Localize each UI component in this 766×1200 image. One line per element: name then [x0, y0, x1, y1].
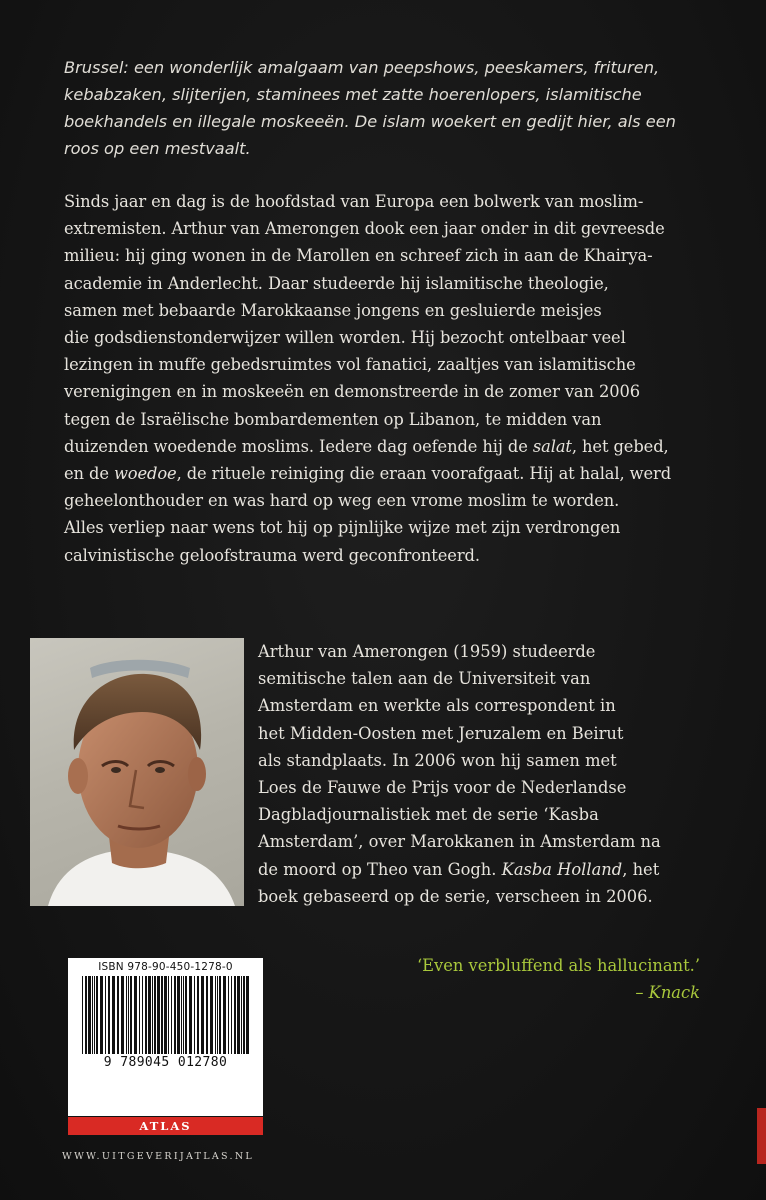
emphasis-woedoe: woedoe	[113, 464, 177, 484]
intro-line: roos op een mestvaalt.	[64, 139, 251, 158]
press-quote	[410, 952, 700, 1006]
text-run: de moord op Theo van Gogh.	[258, 859, 502, 879]
text-run: , het	[622, 859, 660, 879]
description-line: samen met bebaarde Marokkaanse jongens en gesluierde meisjes	[64, 300, 602, 320]
bio-line: boek gebaseerd op de serie, verscheen in 2006.	[258, 886, 653, 906]
bio-line: Arthur van Amerongen (1959) studeerde	[258, 642, 596, 661]
quote-text: ‘Even verbluffend als hallucinant.’	[416, 956, 700, 975]
text-run: duizenden woedende moslims. Iedere dag oefende hij de	[64, 436, 533, 456]
publisher-logo: ATLAS	[68, 1117, 263, 1135]
description-line: Alles verliep naar wens tot hij op pijnlijke wijze met zijn verdrongen	[64, 518, 621, 538]
description-line: milieu: hij ging wonen in de Marollen en schreef zich in aan de Khairya-	[64, 246, 653, 266]
quote-source	[410, 979, 700, 1006]
book-title-kasba-holland: Kasba Holland	[501, 859, 623, 879]
description-line	[64, 460, 734, 487]
description-line: calvinistische geloofstrauma werd geconfronteerd.	[64, 545, 480, 565]
barcode-digits: 9 789045 012780	[103, 1055, 228, 1070]
description-paragraph	[64, 188, 734, 569]
quote-dash: –	[635, 983, 649, 1002]
barcode-icon	[68, 958, 263, 1116]
description-line: tegen de Israëlische bombardementen op Libanon, te midden van	[64, 409, 602, 429]
intro-line: Brussel: een wonderlijk amalgaam van peepshows, peeskamers, frituren,	[64, 58, 660, 77]
bio-line	[258, 856, 728, 883]
text-run: en de	[64, 464, 114, 484]
text-run: , het gebed,	[571, 436, 669, 456]
spine-edge-mark	[757, 1108, 766, 1164]
bio-line: Amsterdam’, over Marokkanen in Amsterdam na	[258, 832, 661, 852]
description-line	[64, 433, 734, 460]
description-line: extremisten. Arthur van Amerongen dook een jaar onder in dit gevreesde	[64, 219, 665, 239]
quote-source-name: Knack	[648, 983, 700, 1002]
intro-line: kebabzaken, slijterijen, staminees met zatte hoerenlopers, islamitische	[64, 85, 642, 104]
text-run: , de rituele reiniging die eraan voorafgaat. Hij at halal, werd	[176, 464, 672, 484]
author-photo	[30, 638, 244, 906]
emphasis-salat: salat	[532, 436, 572, 456]
description-line: Sinds jaar en dag is de hoofdstad van Europa een bolwerk van moslim-	[64, 192, 644, 211]
bio-line: Amsterdam en werkte als correspondent in	[258, 696, 616, 716]
description-line: academie in Anderlecht. Daar studeerde hij islamitische theologie,	[64, 273, 609, 293]
bio-line: Dagbladjournalistiek met de serie ‘Kasba	[258, 805, 599, 825]
bio-line: het Midden-Oosten met Jeruzalem en Beirut	[258, 723, 624, 743]
publisher-website[interactable]: WWW.UITGEVERIJATLAS.NL	[62, 1151, 255, 1162]
description-line: verenigingen en in moskeeën en demonstreerde in de zomer van 2006	[64, 382, 641, 402]
description-line: geheelonthouder en was hard op weg een vrome moslim te worden.	[64, 491, 620, 511]
author-portrait-image	[30, 638, 244, 906]
bio-line: Loes de Fauwe de Prijs voor de Nederlandse	[258, 778, 627, 798]
isbn-label: ISBN 978-90-450-1278-0	[98, 961, 233, 973]
intro-line: boekhandels en illegale moskeeën. De islam woekert en gedijt hier, als een	[64, 112, 676, 131]
intro-paragraph	[64, 54, 724, 162]
description-line: die godsdienstonderwijzer willen worden. Hij bezocht ontelbaar veel	[64, 328, 626, 348]
isbn-barcode	[68, 958, 263, 1116]
author-bio	[258, 638, 728, 910]
bio-line: semitische talen aan de Universiteit van	[258, 669, 591, 689]
bio-line: als standplaats. In 2006 won hij samen met	[258, 750, 617, 770]
description-line: lezingen in muffe gebedsruimtes vol fanatici, zaaltjes van islamitische	[64, 355, 636, 375]
